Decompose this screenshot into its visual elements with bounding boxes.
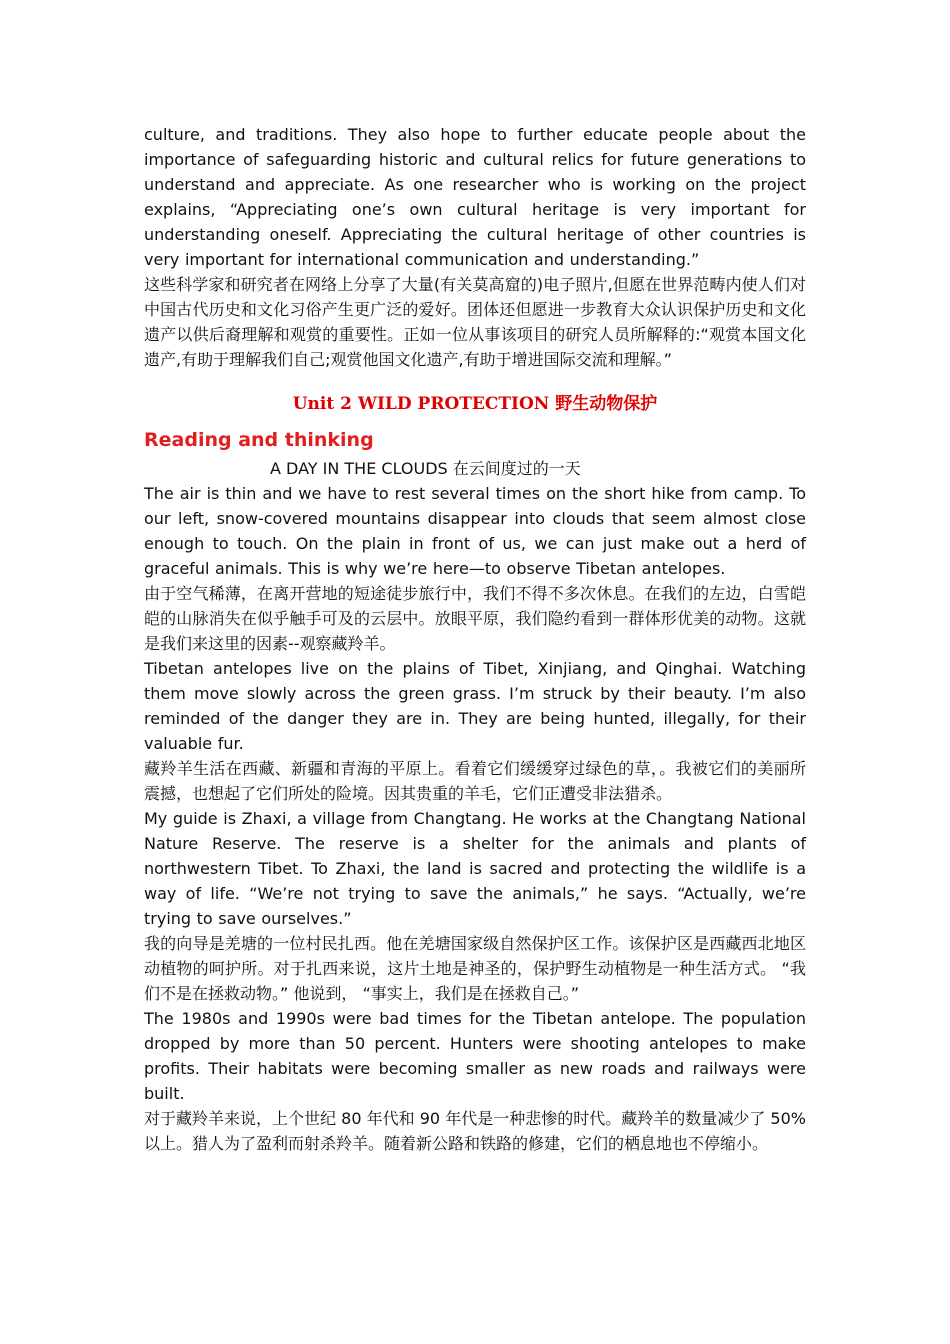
document-page	[144, 122, 806, 1156]
paragraph-2-chinese: 藏羚羊生活在西藏、新疆和青海的平原上。看着它们缓缓穿过绿色的草，。我被它们的美丽所震撼，也想起了它们所处的险境。因其贵重的羊毛，它们正遭受非法猎杀。	[144, 759, 806, 803]
article-title: A DAY IN THE CLOUDS 在云间度过的一天	[270, 459, 581, 478]
paragraph-3-english: My guide is Zhaxi, a village from Changtang. He works at the Changtang National Nature Reserve. The reserve is a shelter for the animals and plants of northwestern Tibet. To Zhaxi, the land is sacred and protecting the wildlife is a way of life. “We’re not trying to save the animals,” he says. “Actually, we’re trying to save ourselves.”	[144, 809, 806, 928]
section-heading: Reading and thinking	[144, 429, 374, 451]
unit-heading: Unit 2 WILD PROTECTION 野生动物保护	[292, 394, 658, 414]
paragraph-1-english: The air is thin and we have to rest several times on the short hike from camp. To our left, snow-covered mountains disappear into clouds that seem almost close enough to touch. On the plain in front of us, we can just make out a herd of graceful animals. This is why we’re here—to observe Tibetan antelopes.	[144, 484, 806, 578]
intro-paragraph-english: culture, and traditions. They also hope to further educate people about the importance of safeguarding historic and cultural relics for future generations to understand and appreciate. As one researcher who is working on the project explains, “Appreciating one’s own cultural heritage is very important for understanding oneself. Appreciating the cultural heritage of other countries is very important for international communication and understanding.”	[144, 125, 806, 269]
intro-paragraph-chinese: 这些科学家和研究者在网络上分享了大量(有关莫高窟的)电子照片,但愿在世界范畴内使人们对中国古代历史和文化习俗产生更广泛的爱好。团体还但愿进一步教育大众认识保护历史和文化遗产以供后裔理解和观赏的重要性。正如一位从事该项目的研究人员所解释的:“观赏本国文化遗产,有助于理解我们自己;观赏他国文化遗产,有助于增进国际交流和理解。”	[144, 275, 806, 369]
paragraph-2-english: Tibetan antelopes live on the plains of Tibet, Xinjiang, and Qinghai. Watching them move slowly across the green grass. I’m struck by their beauty. I’m also reminded of the danger they are in. They are being hunted, illegally, for their valuable fur.	[144, 659, 806, 753]
paragraph-4-chinese: 对于藏羚羊来说，上个世纪 80 年代和 90 年代是一种悲惨的时代。藏羚羊的数量减少了 50%以上。猎人为了盈利而射杀羚羊。随着新公路和铁路的修建，它们的栖息地也不停缩小。	[144, 1109, 806, 1153]
paragraph-4-english: The 1980s and 1990s were bad times for the Tibetan antelope. The population dropped by more than 50 percent. Hunters were shooting antelopes to make profits. Their habitats were becoming smaller as new roads and railways were built.	[144, 1009, 806, 1103]
paragraph-1-chinese: 由于空气稀薄，在离开营地的短途徒步旅行中，我们不得不多次休息。在我们的左边，白雪皑皑的山脉消失在似乎触手可及的云层中。放眼平原，我们隐约看到一群体形优美的动物。这就是我们来这里的因素--观察藏羚羊。	[144, 584, 806, 653]
paragraph-3-chinese: 我的向导是羌塘的一位村民扎西。他在羌塘国家级自然保护区工作。该保护区是西藏西北地区动植物的呵护所。对于扎西来说，这片土地是神圣的，保护野生动植物是一种生活方式。 “我们不是在拯救动物。” 他说到， “事实上，我们是在拯救自己。”	[144, 934, 806, 1003]
